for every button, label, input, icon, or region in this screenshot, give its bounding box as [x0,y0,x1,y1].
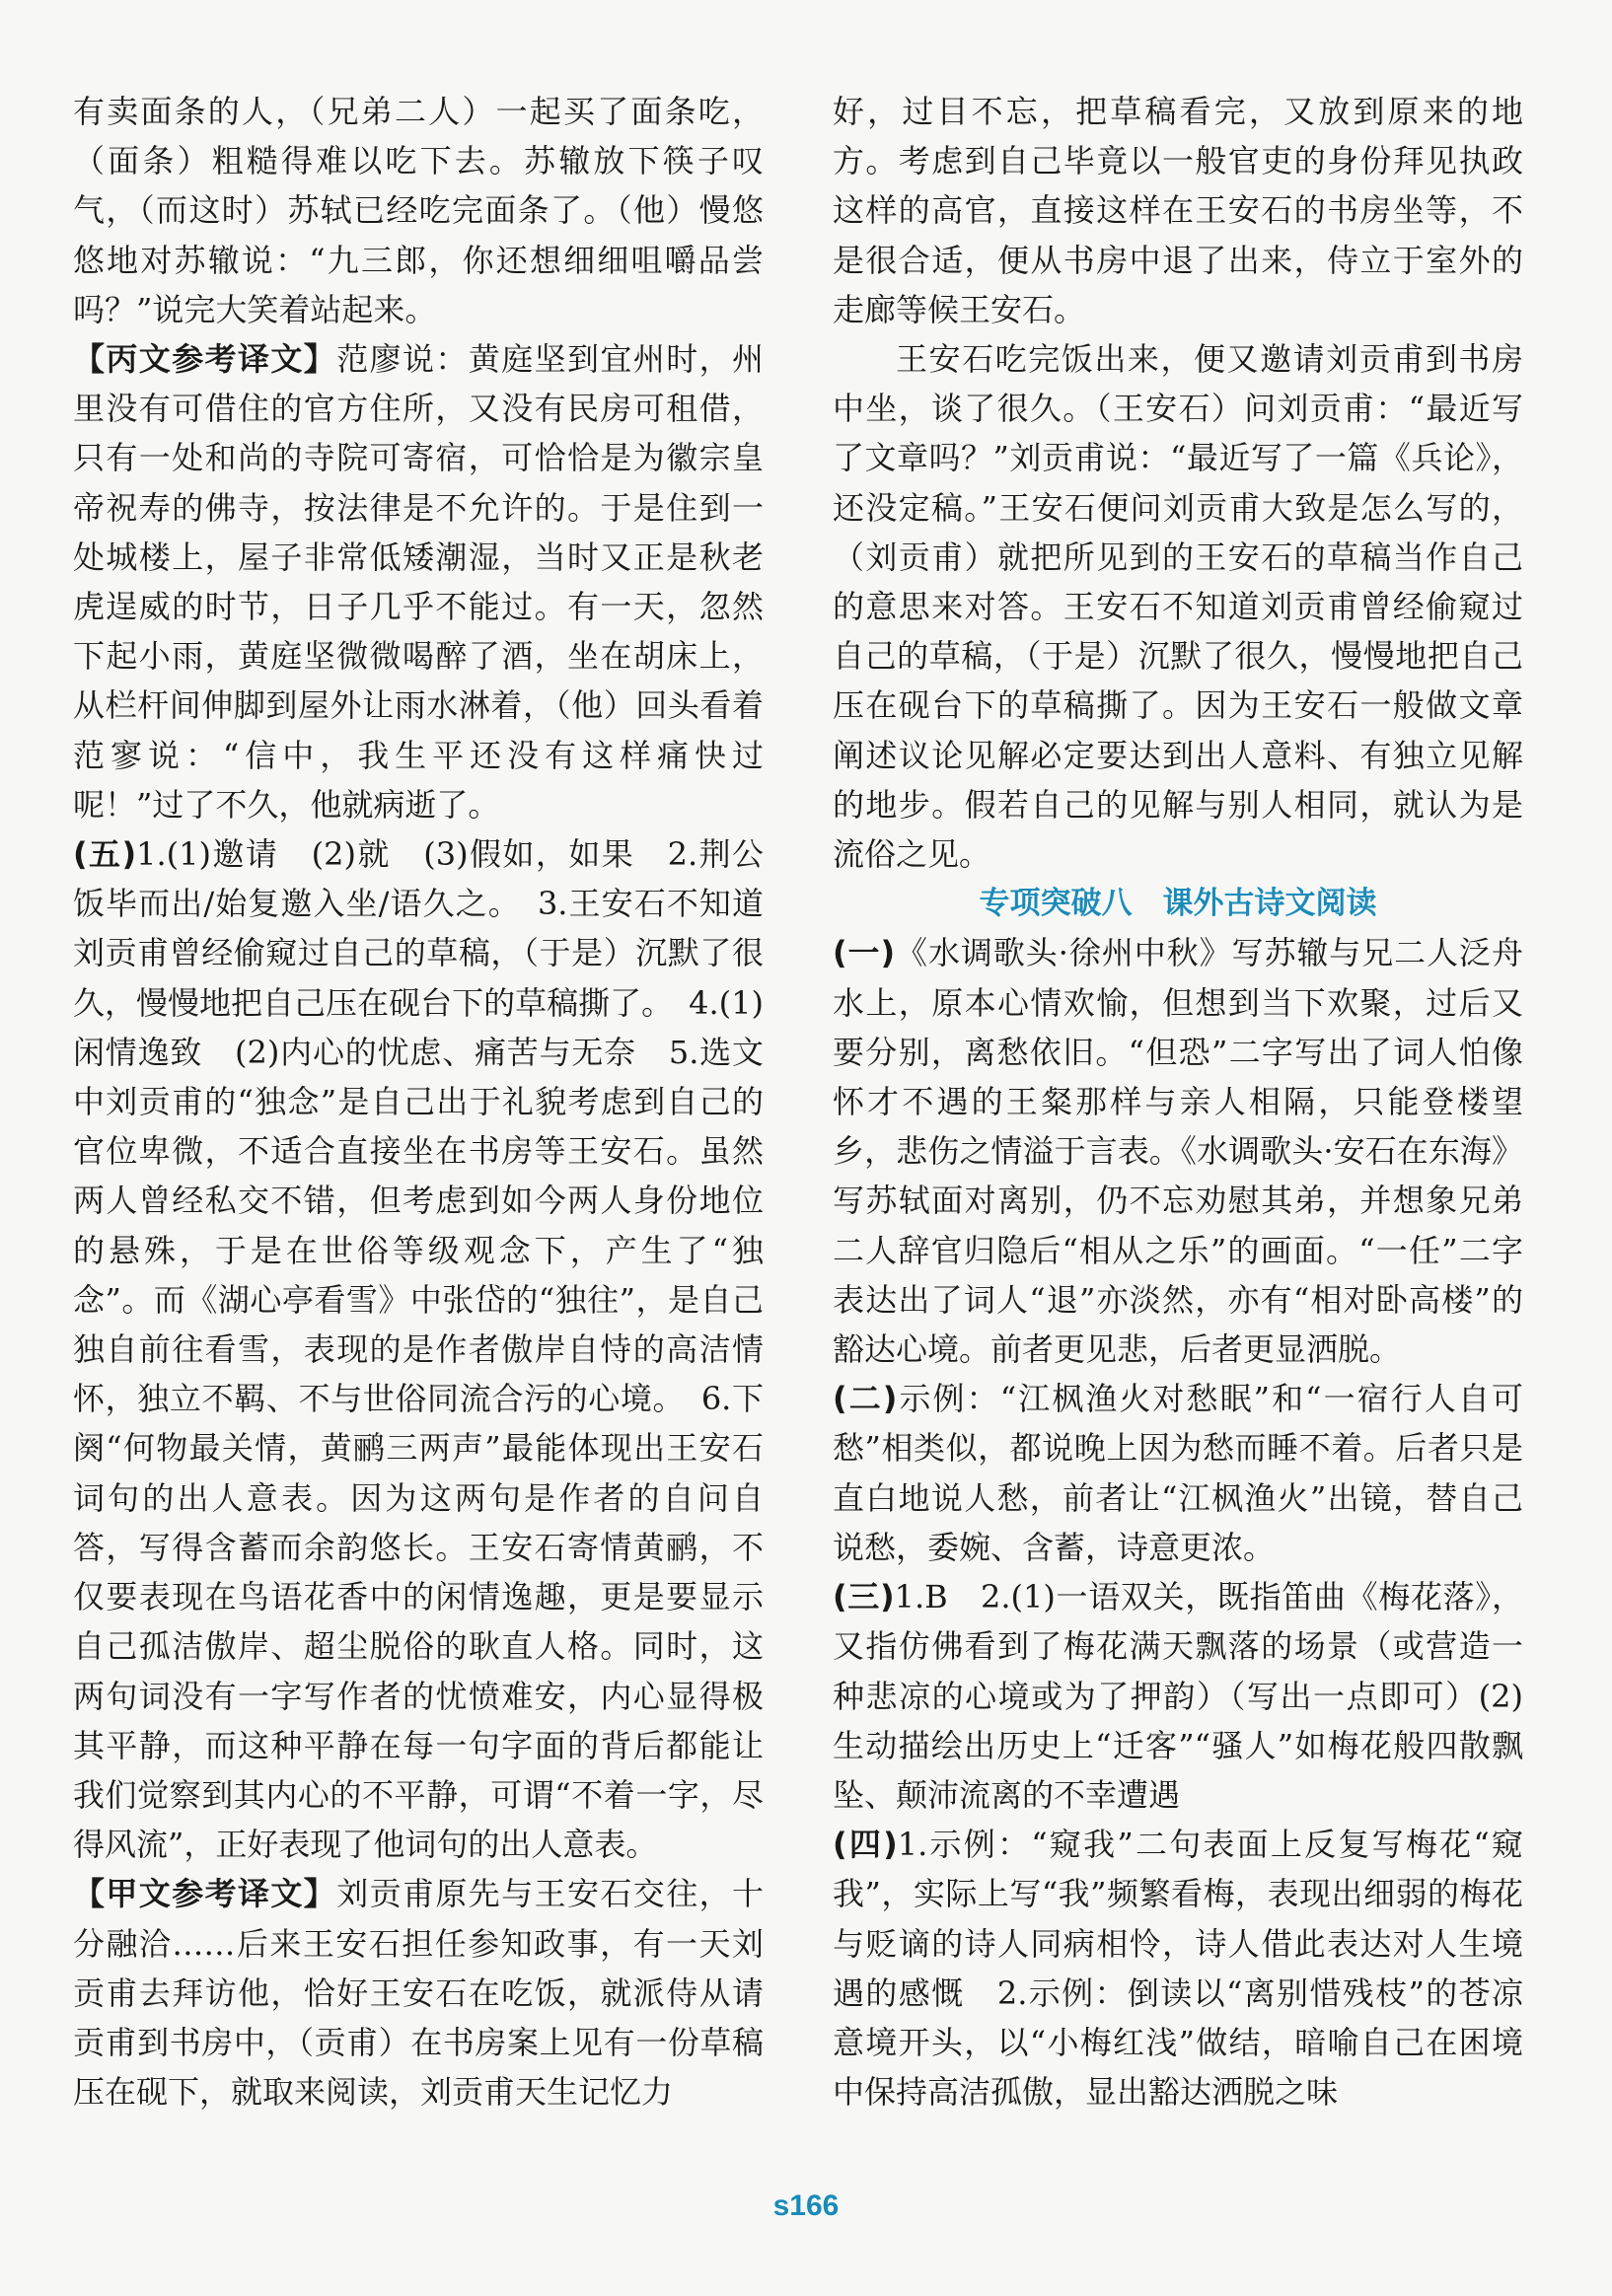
answer-label-yi: (一) [833,934,896,972]
answer-block-san [833,1572,1523,1820]
answer-block-wu [73,829,764,1869]
bing-translation-label: 【丙文参考译文】 [73,340,337,379]
paragraph-bing-translation [73,334,764,829]
bing-translation-text: 范廖说：黄庭坚到宜州时，州里没有可借住的官方住所，又没有民房可租借，只有一处和尚的寺院可寄宿，可恰恰是为徽宗皇帝祝寿的佛寺，按法律是不允许的。于是住到一处城楼上，屋子非常低矮潮湿，当时又正是秋老虎逞威的时节，日子几乎不能过。有一天，忽然下起小雨，黄庭坚微微喝醉了酒，坐在胡床上，从栏杆间伸脚到屋外让雨水淋着，（他）回头看着范寥说：“信中，我生平还没有这样痛快过呢！”过了不久，他就病逝了。 [73,340,764,824]
paragraph-jia-second: 王安石吃完饭出来，便又邀请刘贡甫到书房中坐，谈了很久。（王安石）问刘贡甫：“最近写了文章吗？”刘贡甫说：“最近写了一篇《兵论》，还没定稿。”王安石便问刘贡甫大致是怎么写的，（刘贡甫）就把所见到的王安石的草稿当作自己的意思来对答。王安石不知道刘贡甫曾经偷窥过自己的草稿，（于是）沉默了很久，慢慢地把自己压在砚台下的草稿撕了。因为王安石一般做文章阐述议论见解必定要达到出人意料、有独立见解的地步。假若自己的见解与别人相同，就认为是流俗之见。 [833,340,1523,874]
answer-block-er [833,1374,1523,1572]
answer-label-wu: (五) [73,835,137,874]
answer-text-san: 1.B 2.(1)一语双关，既指笛曲《梅花落》，又指仿佛看到了梅花满天飘落的场景（或营造一种悲凉的心境或为了押韵）（写出一点即可）(2)生动描绘出历史上“迁客”“骚人”如梅花般四散飘坠、颠沛流离的不幸遭遇 [833,1578,1523,1814]
answer-text-er: 示例：“江枫渔火对愁眠”和“一宿行人自可愁”相类似，都说晚上因为愁而睡不着。后者只是直白地说人愁，前者让“江枫渔火”出镜，替自己说愁，委婉、含蓄，诗意更浓。 [833,1380,1523,1566]
jia-translation-label: 【甲文参考译文】 [73,1875,337,1913]
page-number: s166 [772,2189,840,2222]
answer-text-wu: 1.(1)邀请 (2)就 (3)假如，如果 2.荆公饭毕而出/始复邀入坐/语久之。 3.王安石不知道刘贡甫曾经偷窥过自己的草稿，（于是）沉默了很久，慢慢地把自己压在砚台下的草稿撕了。 4.(1)闲情逸致 (2)内心的忧虑、痛苦与无奈 5.选文中刘贡甫的“独念”是自己出于礼貌考虑到自己的官位卑微，不适合直接坐在书房等王安石。虽然两人曾经私交不错，但考虑到如今两人身份地位的悬殊，于是在世俗等级观念下，产生了“独念”。而《湖心亭看雪》中张岱的“独往”，是自己独自前往看雪，表现的是作者傲岸自恃的高洁情怀，独立不羁、不与世俗同流合污的心境。 6.下阕“何物最关情，黄鹂三两声”最能体现出王安石词句的出人意表。因为这两句是作者的自问自答，写得含蓄而余韵悠长。王安石寄情黄鹂，不仅要表现在鸟语花香中的闲情逸趣，更是要显示自己孤洁傲岸、超尘脱俗的耿直人格。同时，这两句词没有一字写作者的忧愤难安，内心显得极其平静，而这种平静在每一句字面的背后都能让我们觉察到其内心的不平静，可谓“不着一字，尽得风流”，正好表现了他词句的出人意表。 [73,835,764,1864]
paragraph-jia-translation [73,1869,764,2117]
jia-translation-text: 刘贡甫原先与王安石交往，十分融洽……后来王安石担任参知政事，有一天刘贡甫去拜访他，恰好王安石在吃饭，就派侍从请贡甫到书房中，（贡甫）在书房案上见有一份草稿压在砚下，就取来阅读，刘贡甫天生记忆力 [73,1875,764,2112]
right-column [833,87,1523,2117]
paragraph-yiwen-continued: 有卖面条的人，（兄弟二人）一起买了面条吃，（面条）粗糙得难以吃下去。苏辙放下筷子叹气，（而这时）苏轼已经吃完面条了。（他）慢悠悠地对苏辙说：“九三郎，你还想细细咀嚼品尝吗？”说完大笑着站起来。 [73,93,764,328]
paragraph-jia-continued: 好，过目不忘，把草稿看完，又放到原来的地方。考虑到自己毕竟以一般官吏的身份拜见执政这样的高官，直接这样在王安石的书房坐等，不是很合适，便从书房中退了出来，侍立于室外的走廊等候王安石。 [833,93,1523,328]
answer-block-si [833,1820,1523,2117]
answer-label-san: (三) [833,1578,895,1616]
section-title: 专项突破八 课外古诗文阅读 [979,886,1377,922]
answer-text-si: 1.示例：“窥我”二句表面上反复写梅花“窥我”，实际上写“我”频繁看梅，表现出细弱的梅花与贬谪的诗人同病相怜，诗人借此表达对人生境遇的感慨 2.示例：倒读以“离别惜残枝”的苍凉意境开头，以“小梅红浅”做结，暗喻自己在困境中保持高洁孤傲，显出豁达洒脱之味 [833,1826,1523,2112]
answer-label-er: (二) [833,1380,898,1418]
answer-block-yi [833,928,1523,1374]
answer-text-yi: 《水调歌头·徐州中秋》写苏辙与兄二人泛舟水上，原本心情欢愉，但想到当下欢聚，过后又要分别，离愁依旧。“但恐”二字写出了词人怕像怀才不遇的王粲那样与亲人相隔，只能登楼望乡，悲伤之情溢于言表。《水调歌头·安石在东海》写苏轼面对离别，仍不忘劝慰其弟，并想象兄弟二人辞官归隐后“相从之乐”的画面。“一任”二字表达出了词人“退”亦淡然，亦有“相对卧高楼”的豁达心境。前者更见悲，后者更显洒脱。 [833,934,1523,1369]
answer-label-si: (四) [833,1826,898,1864]
left-column [73,87,764,2117]
